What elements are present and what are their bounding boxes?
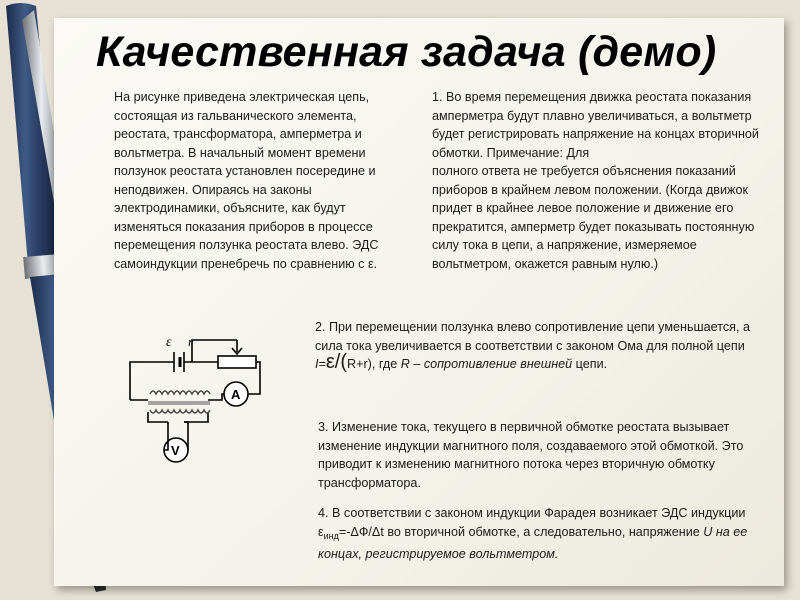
answer-1-note-label: Примечание: Для xyxy=(486,145,590,160)
formula-eps: ε/( xyxy=(325,351,347,373)
answer-1 xyxy=(432,88,772,273)
r-label: r xyxy=(188,334,194,349)
formula-lhs: I= xyxy=(315,357,326,371)
answer-4-eps: ε xyxy=(318,524,324,539)
answer-4-text-c: U на ее концах, регистрируемое вольтметром. xyxy=(318,524,748,561)
answer-4-eps-sub: инд xyxy=(323,530,339,541)
answer-2-where-r: R – сопротивление внешней xyxy=(400,357,573,371)
problem-statement: На рисунке приведена электрическая цепь, состоящая из гальванического элемента, реостата, трансформатора, амперметра и вольтметра. В начальный момент времени ползунок реостата установлен посередине и неподвижен. Опираясь на законы электродинамики, объясните, как будут изменяться показания приборов в процессе перемещения ползунка реостата влево. ЭДС самоиндукции пренебречь по сравнению с ε. xyxy=(114,90,379,271)
eps-label: ε xyxy=(166,335,172,350)
ammeter-label: A xyxy=(231,387,241,402)
answer-4-text-b: во вторичной обмотке, а следовательно, напряжение xyxy=(387,524,700,539)
answer-4-formula: =-ΔФ/Δt xyxy=(338,524,384,539)
answer-2-text: 2. При перемещении ползунка влево сопротивление цепи уменьшается, а сила тока увеличивается в соответствии с законом Ома для полной цепи xyxy=(315,320,750,353)
answer-1-main: 1. Во время перемещения движка реостата показания амперметра будут плавно увеличиваться, а вольтметр будет регистрировать напряжение на концах вторичной обмотки. xyxy=(432,90,759,160)
answer-1-note-text: полного ответа не требуется объяснения показаний приборов в крайнем левом положении. (Когда движок придет в крайнее левое положение и движение его прекратится, амперметр будет показывать постоянную силу тока в цепи, а напряжение, измеряемое вольтметром, окажется равным нулю.) xyxy=(432,164,755,271)
answer-2-tail: цепи. xyxy=(575,357,608,371)
circuit-diagram xyxy=(122,332,272,474)
answer-4-text-a: 4. В соответствии с законом индукции Фарадея возникает ЭДС индукции xyxy=(318,506,746,520)
answer-2 xyxy=(315,318,775,374)
formula-rest: R+r), xyxy=(347,357,376,371)
answer-2-where: где xyxy=(378,357,398,371)
answer-3: 3. Изменение тока, текущего в первичной обмотке реостата вызывает изменение индукции магнитного поля, создаваемого этой обмоткой. Это приводит к изменению магнитного потока через вторичную обмотку трансформатора. xyxy=(318,420,744,490)
slide-title: Качественная задача (демо) xyxy=(96,28,717,76)
voltmeter-label: V xyxy=(171,443,180,458)
answer-4 xyxy=(318,504,778,564)
